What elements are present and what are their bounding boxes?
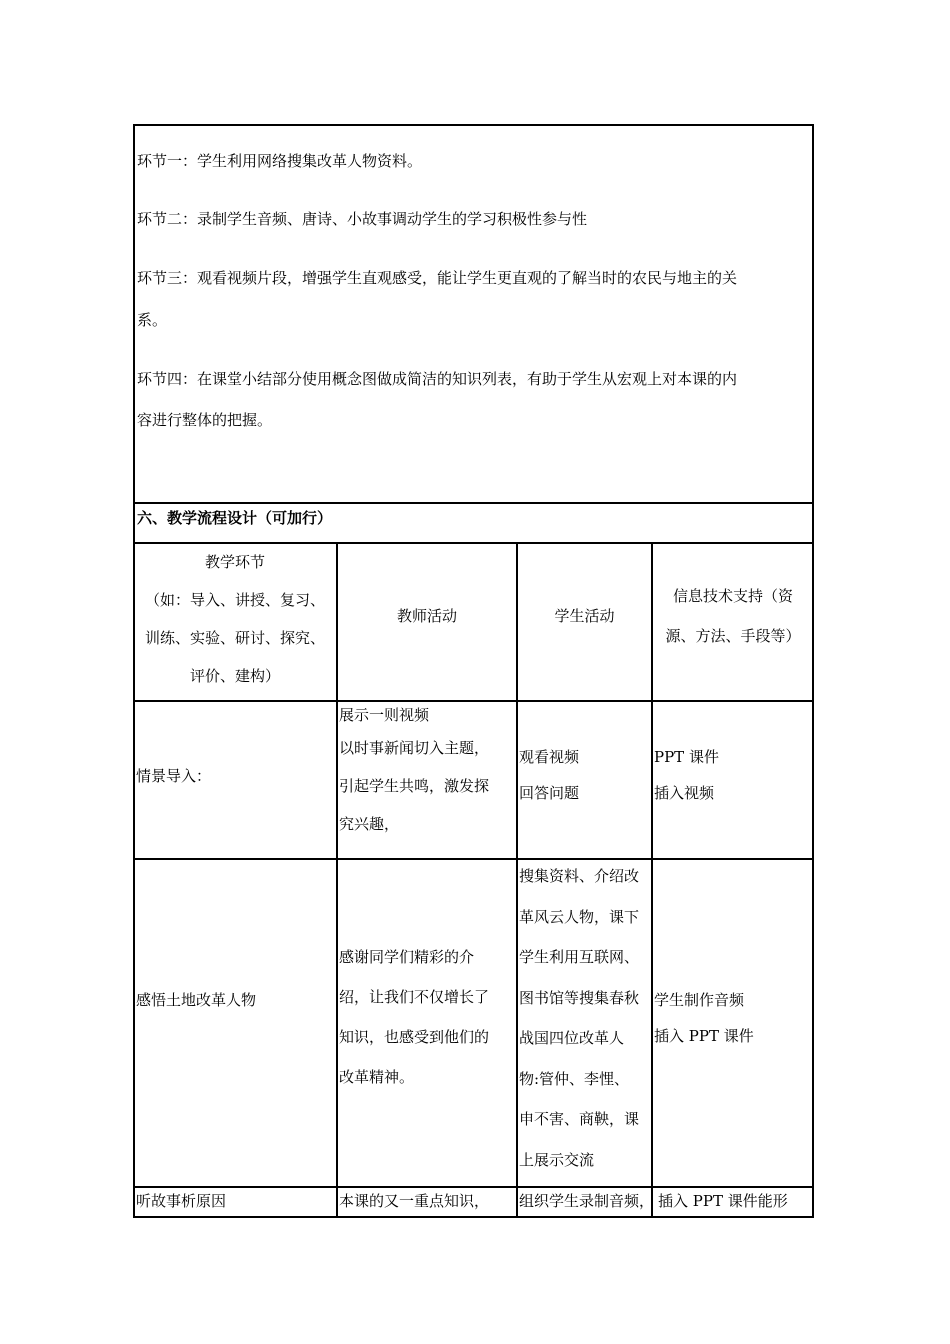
header-tech-line: 信息技术支持（资 [672,587,793,605]
row2-teacher-line: 感谢同学们精彩的介 [339,948,475,966]
row1-student-line: 观看视频 [519,748,580,766]
row3-teacher-line: 本课的又一重点知识， [339,1192,490,1210]
row2-student-line: 搜集资料、介绍改 [519,867,640,885]
row2-tech-line: 学生制作音频 [654,991,745,1009]
row2-student-line: 学生利用互联网、 [519,948,640,966]
row1-tech-line: 插入视频 [654,784,715,802]
header-tech [653,576,813,656]
header-stage [135,543,335,695]
header-stage-line: （如：导入、讲授、复习、 [144,591,325,609]
column-divider-1 [336,542,338,1218]
row3-teacher [339,1183,489,1219]
row2-tech-line: 插入 PPT 课件 [654,1027,754,1045]
column-divider-2 [516,542,518,1218]
header-stage-line: 教学环节 [204,553,265,571]
row2-teacher-line: 知识，也感受到他们的 [339,1028,490,1046]
row3-student [519,1183,654,1219]
row3-student-line: 组织学生录制音频， [519,1192,655,1210]
row2-teacher-line: 绍，让我们不仅增长了 [339,988,490,1006]
header-tech-line: 源、方法、手段等） [665,627,801,645]
row2-teacher-line: 改革精神。 [339,1068,415,1086]
row1-teacher-line: 引起学生共鸣，激发探 [339,777,490,795]
row2-student-line: 物:管仲、李悝、 [519,1069,630,1088]
row1-stage: 情景导入： [136,767,212,785]
row1-teacher-line: 以时事新闻切入主题， [339,739,490,757]
row1-teacher [339,701,489,843]
row2-tech [654,982,754,1054]
section6-title: 六、教学流程设计（可加行） [137,509,333,527]
row2-student-line: 革风云人物，课下 [519,907,640,926]
row1-tech-line: PPT 课件 [654,748,719,766]
row2-student [519,856,639,1180]
row1-student [519,739,579,811]
section5-box [133,124,814,504]
header-stage-line: 评价、建构） [189,667,280,685]
header-teacher: 教师活动 [396,607,457,625]
section5-paragraph-3-line-2: 系。 [137,311,168,329]
row1-teacher-line: 展示一则视频 [339,706,430,724]
row2-student-line: 图书馆等搜集春秋 [519,988,640,1007]
row1-teacher-line: 究兴趣， [339,815,400,833]
section5-paragraph-1: 环节一：学生利用网络搜集改革人物资料。 [137,152,423,170]
row3-tech [658,1183,788,1219]
section5-paragraph-2: 环节二：录制学生音频、唐诗、小故事调动学生的学习积极性参与性 [137,210,588,228]
row2-student-line: 战国四位改革人 [519,1029,625,1047]
row2-teacher [339,937,489,1097]
section5-paragraph-3-line-1: 环节三：观看视频片段，增强学生直观感受，能让学生更直观的了解当时的农民与地主的关 [137,269,738,287]
row2-student-line: 上展示交流 [519,1150,595,1169]
row2-stage: 感悟土地改革人物 [136,991,257,1009]
header-student: 学生活动 [554,607,615,625]
row2-student-line: 申不害、商鞅，课 [519,1110,640,1128]
header-stage-line: 训练、实验、研讨、探究、 [144,629,325,647]
section5-paragraph-4-line-1: 环节四：在课堂小结部分使用概念图做成简洁的知识列表，有助于学生从宏观上对本课的内 [137,370,738,388]
row3-stage: 听故事析原因 [136,1192,227,1210]
row3-tech-line: 插入 PPT 课件能形 [658,1192,788,1210]
row1-student-line: 回答问题 [519,784,580,802]
row-divider-1 [133,858,814,860]
row1-tech [654,739,719,811]
section5-paragraph-4-line-2: 容进行整体的把握。 [137,411,273,429]
